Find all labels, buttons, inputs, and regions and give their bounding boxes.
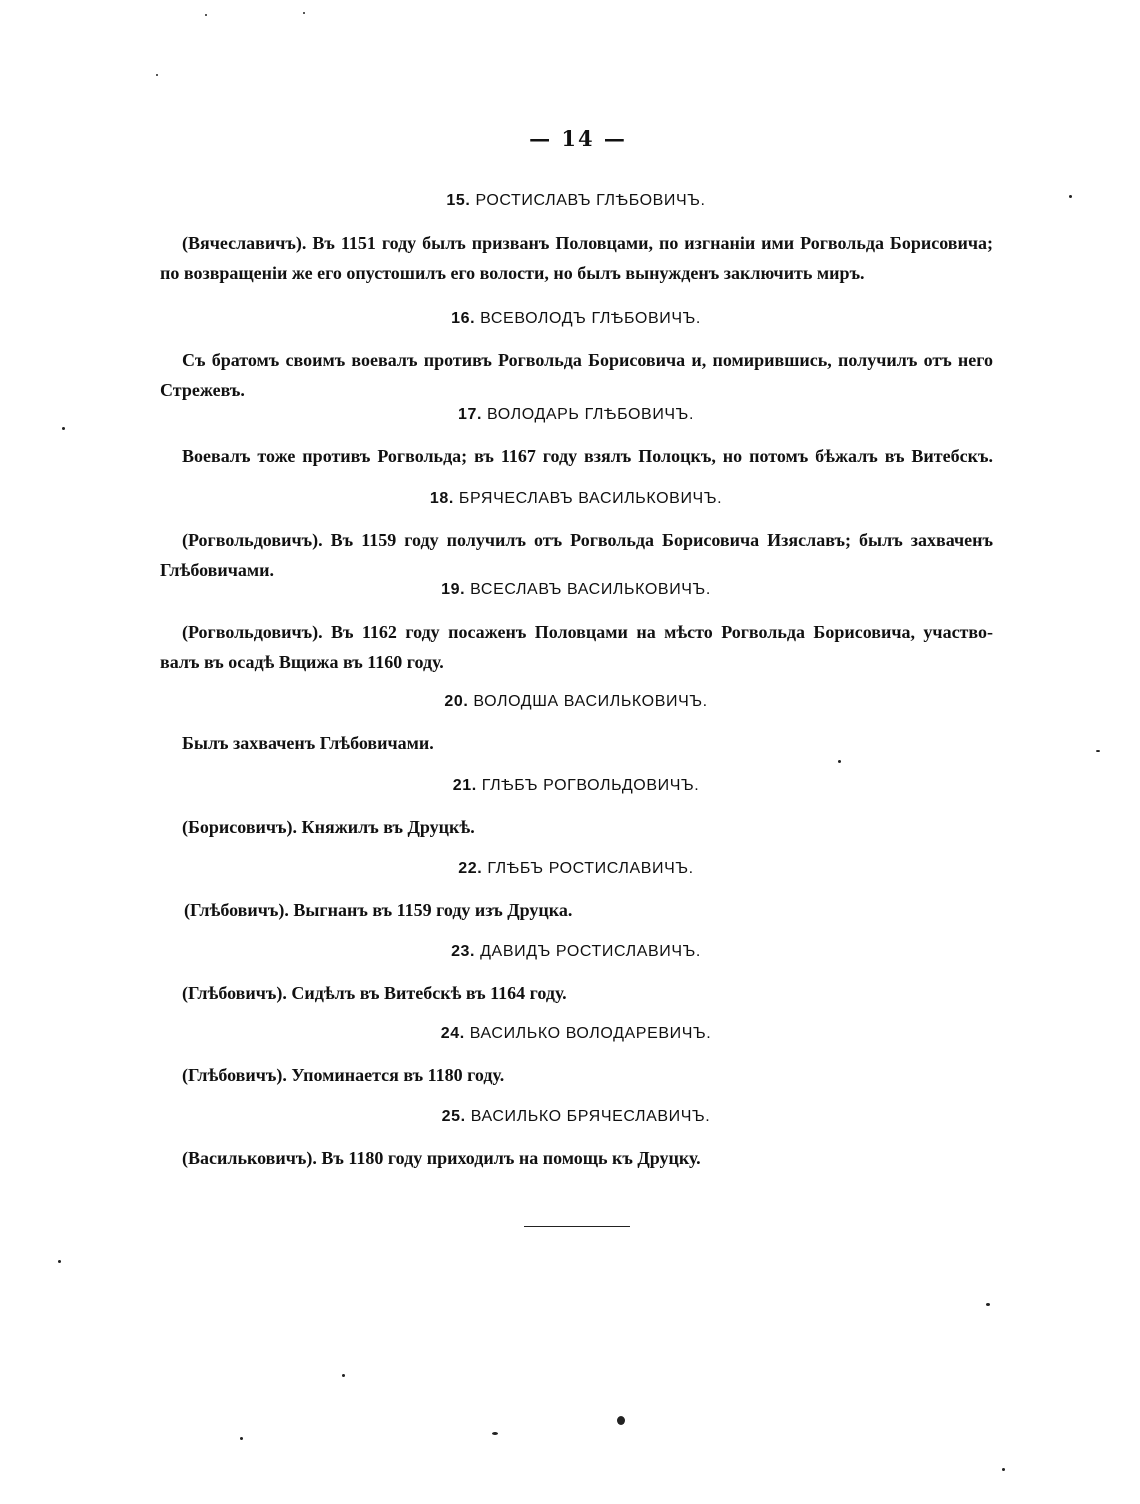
entry-name: ВАСИЛЬКО БРЯЧЕСЛАВИЧЪ. <box>470 1108 711 1125</box>
entry-heading <box>0 406 1140 424</box>
entry-name: ВОЛОДША ВАСИЛЬКОВИЧЪ. <box>473 693 708 710</box>
entry-number: 20. <box>444 693 469 710</box>
text-line: (Рогвольдовичъ). Въ 1162 году посаженъ Половцами на мѣсто Рогвольда Борисовича, участво- <box>182 622 993 642</box>
entry-heading <box>0 192 1140 210</box>
text-line: валъ въ осадѣ Вщижа въ 1160 году. <box>160 652 444 672</box>
entry-name: ДАВИДЪ РОСТИСЛАВИЧЪ. <box>480 943 701 960</box>
text-line: (Глѣбовичъ). Выгнанъ въ 1159 году изъ Друцка. <box>184 900 573 920</box>
scan-speck <box>1002 1468 1005 1471</box>
entry-number: 25. <box>441 1108 466 1125</box>
scan-speck <box>62 427 65 430</box>
entry-number: 22. <box>458 860 483 877</box>
entry-name: ВСЕСЛАВЪ ВАСИЛЬКОВИЧЪ. <box>470 581 711 598</box>
text-line: (Вячеславичъ). Въ 1151 году былъ призванъ Половцами, по изгнаніи ими Рогвольда Борисовича; <box>182 233 993 253</box>
text-line: (Рогвольдовичъ). Въ 1159 году получилъ отъ Рогвольда Борисовича Изяславъ; былъ захваченъ <box>182 530 993 550</box>
text-line: (Глѣбовичъ). Сидѣлъ въ Витебскѣ въ 1164 году. <box>182 983 567 1003</box>
entry-heading <box>0 581 1140 599</box>
entry-number: 23. <box>451 943 476 960</box>
page-number: — 14 — <box>529 126 627 151</box>
scan-speck <box>240 1437 243 1440</box>
entry-text <box>184 895 993 925</box>
entry-text <box>182 978 993 1008</box>
text-line: (Борисовичъ). Княжилъ въ Друцкѣ. <box>182 817 475 837</box>
scan-speck <box>342 1374 345 1377</box>
entry-text <box>160 228 993 288</box>
entry-heading <box>0 943 1140 961</box>
scan-speck <box>492 1432 498 1435</box>
entry-text <box>182 728 993 758</box>
entry-name: ВСЕВОЛОДЪ ГЛѢБОВИЧЪ. <box>480 310 701 327</box>
entry-text <box>182 812 993 842</box>
scan-speck <box>156 74 158 76</box>
entry-name: ВОЛОДАРЬ ГЛѢБОВИЧЪ. <box>487 406 694 423</box>
entry-number: 18. <box>429 490 454 507</box>
scan-speck <box>986 1303 990 1306</box>
text-line: Стрежевъ. <box>160 380 245 400</box>
entry-heading <box>0 777 1140 795</box>
entry-heading <box>0 1108 1140 1126</box>
entry-number: 19. <box>441 581 466 598</box>
entry-number: 21. <box>452 777 477 794</box>
scan-speck <box>838 760 841 763</box>
text-line: (Васильковичъ). Въ 1180 году приходилъ на помощь къ Друцку. <box>182 1148 701 1168</box>
entry-name: РОСТИСЛАВЪ ГЛѢБОВИЧЪ. <box>475 192 706 209</box>
text-line: Съ братомъ своимъ воевалъ противъ Рогвольда Борисовича и, помирившись, получилъ отъ него <box>182 350 993 370</box>
text-line: Глѣбовичами. <box>160 560 275 580</box>
text-line: Былъ захваченъ Глѣбовичами. <box>182 733 434 753</box>
text-line: (Глѣбовичъ). Упоминается въ 1180 году. <box>182 1065 505 1085</box>
entry-name: ГЛѢБЪ РОСТИСЛАВИЧЪ. <box>487 860 694 877</box>
entry-number: 17. <box>458 406 483 423</box>
scan-speck <box>303 12 305 14</box>
entry-heading <box>0 693 1140 711</box>
entry-name: ГЛѢБЪ РОГВОЛЬДОВИЧЪ. <box>481 777 700 794</box>
entry-number: 16. <box>451 310 476 327</box>
entry-heading <box>0 1025 1140 1043</box>
entry-number: 24. <box>440 1025 465 1042</box>
scan-speck <box>617 1416 625 1425</box>
entry-name: ВАСИЛЬКО ВОЛОДАРЕВИЧЪ. <box>469 1025 712 1042</box>
entry-text <box>182 441 993 471</box>
entry-text <box>160 617 993 677</box>
scan-speck <box>1069 195 1072 198</box>
entry-text <box>182 1143 993 1173</box>
text-line: по возвращеніи же его опустошилъ его волости, но былъ вынужденъ заключить миръ. <box>160 263 865 283</box>
entry-heading <box>0 490 1140 508</box>
entry-text <box>160 525 993 585</box>
entry-text <box>160 345 993 405</box>
scan-speck <box>58 1260 61 1263</box>
closing-rule <box>524 1226 630 1227</box>
entry-heading <box>0 310 1140 328</box>
text-line: Воевалъ тоже противъ Рогвольда; въ 1167 году взялъ Полоцкъ, но потомъ бѣжалъ въ Витебскъ. <box>182 446 993 466</box>
entry-text <box>182 1060 993 1090</box>
scan-speck <box>1096 750 1100 752</box>
entry-number: 15. <box>446 192 471 209</box>
entry-name: БРЯЧЕСЛАВЪ ВАСИЛЬКОВИЧЪ. <box>458 490 723 507</box>
entry-heading <box>0 860 1140 878</box>
scan-speck <box>205 14 207 16</box>
